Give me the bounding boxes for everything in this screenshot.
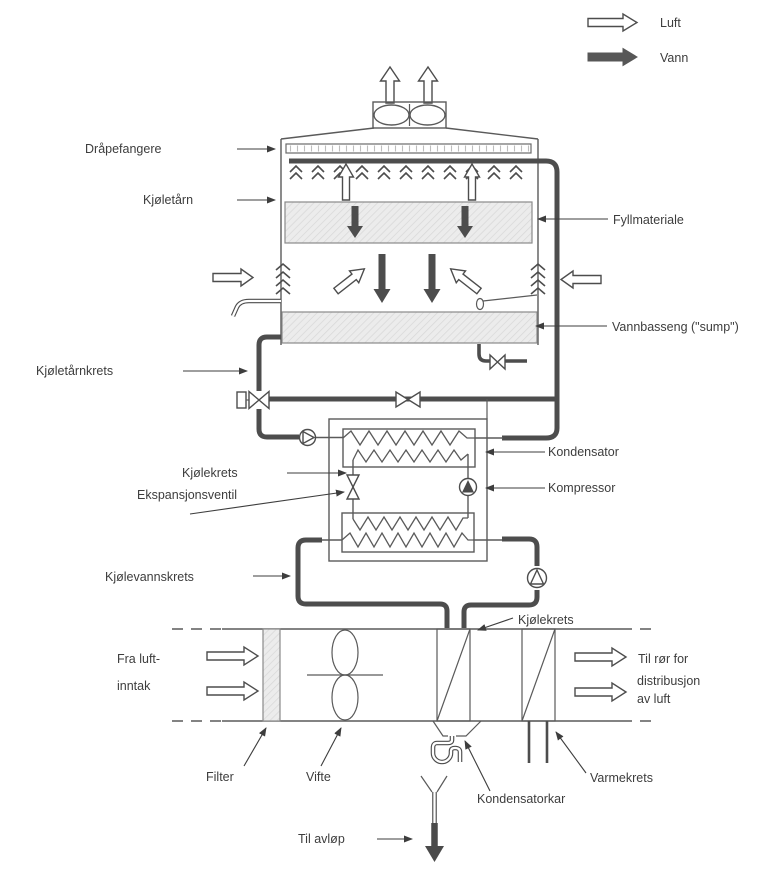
tower-fan-blade-icon — [410, 105, 445, 125]
heating-coil-pipes — [529, 721, 547, 763]
filter-element — [263, 629, 280, 721]
duct-air-out-arrow-icon — [575, 648, 626, 666]
label-kjolekrets: Kjølekrets — [182, 466, 238, 480]
cooling-coil — [437, 629, 470, 721]
label-til-ror-3: av luft — [637, 692, 671, 706]
compressor-icon — [460, 479, 477, 496]
condenser-box — [343, 429, 475, 467]
legend-water-label: Vann — [660, 51, 689, 65]
label-varmekrets: Varmekrets — [590, 771, 653, 785]
evaporator-water-coil — [342, 533, 473, 547]
chilled-return-pipe-top — [502, 539, 537, 566]
float-arm — [483, 295, 537, 301]
float-valve-icon — [477, 299, 484, 310]
chilled-water-pump-icon — [528, 569, 547, 588]
air-diagonal-arrow-icon — [331, 263, 369, 297]
label-kompressor: Kompressor — [548, 481, 616, 495]
label-fra-luft-1: Fra luft- — [117, 652, 161, 666]
exhaust-air-arrow-icon — [419, 67, 438, 103]
label-fyllmateriale: Fyllmateriale — [613, 213, 684, 227]
label-fra-luft-2: inntak — [117, 679, 151, 693]
tower-pump-icon — [300, 430, 316, 446]
tower-roof — [281, 128, 538, 139]
water-down-arrow-icon — [374, 254, 391, 303]
label-til-ror-1: Til rør for — [638, 652, 689, 666]
air-handling-unit — [172, 629, 659, 862]
condenser-refrigerant-coil — [353, 450, 468, 462]
condensate-tray — [433, 721, 481, 736]
legend — [588, 14, 688, 66]
louver-left-icon — [276, 264, 290, 294]
label-til-avlop: Til avløp — [298, 832, 345, 846]
air-up-arrow-icon — [465, 164, 480, 200]
label-til-ror-2: distribusjon — [637, 674, 701, 688]
air-inlet-arrow-icon — [213, 269, 253, 286]
legend-air-arrow-icon — [588, 14, 637, 31]
drain-water-arrowhead-icon — [425, 846, 444, 862]
air-up-arrow-icon — [339, 164, 354, 200]
supply-fan-icon — [307, 630, 383, 720]
label-vannbasseng: Vannbasseng ("sump") — [612, 320, 739, 334]
duct-air-out-arrow-icon — [575, 683, 626, 701]
legend-air-label: Luft — [660, 16, 681, 30]
condenser-water-coil — [343, 431, 475, 445]
chilled-supply-pipe — [298, 540, 447, 628]
label-vifte: Vifte — [306, 770, 331, 784]
chiller-unit — [329, 399, 487, 561]
evaporator-refrigerant-coil — [353, 517, 468, 530]
heating-coil — [522, 629, 555, 763]
water-basin — [282, 312, 537, 343]
sump-outlet-pipe — [259, 337, 281, 391]
label-drapefangere: Dråpefangere — [85, 142, 162, 156]
air-diagonal-arrow-icon — [446, 263, 484, 297]
tower-fan-blade-icon — [374, 105, 409, 125]
water-down-arrow-icon — [424, 254, 441, 303]
label-kjolekrets-coil: Kjølekrets — [518, 613, 574, 627]
label-ekspansjonsventil: Ekspansjonsventil — [137, 488, 238, 502]
label-kondensatorkar: Kondensatorkar — [477, 792, 566, 806]
labels — [36, 142, 739, 846]
label-kjolevannskrets: Kjølevannskrets — [105, 570, 194, 584]
label-kjoletarnkrets: Kjøletårnkrets — [36, 364, 114, 378]
fill-material — [285, 202, 532, 243]
droplet-catcher — [286, 144, 531, 153]
exhaust-air-arrow-icon — [381, 67, 400, 103]
bypass-valve-icon — [396, 392, 420, 407]
label-kondensator: Kondensator — [548, 445, 619, 459]
duct-air-in-arrow-icon — [207, 682, 258, 700]
air-inlet-arrow-icon — [561, 271, 601, 288]
cooling-tower — [213, 67, 601, 369]
three-way-valve-icon — [237, 392, 269, 409]
spray-nozzles — [290, 166, 522, 179]
tundish-funnel — [421, 776, 447, 792]
basin-drain-pipe — [479, 344, 490, 361]
valve-to-pump-pipe — [259, 409, 299, 437]
drain-valve-icon — [490, 355, 505, 369]
label-kjoletarn: Kjøletårn — [143, 193, 194, 207]
expansion-valve-icon — [347, 475, 359, 499]
duct-air-in-arrow-icon — [207, 647, 258, 665]
label-filter: Filter — [206, 770, 234, 784]
legend-water-arrow-icon — [588, 49, 637, 66]
